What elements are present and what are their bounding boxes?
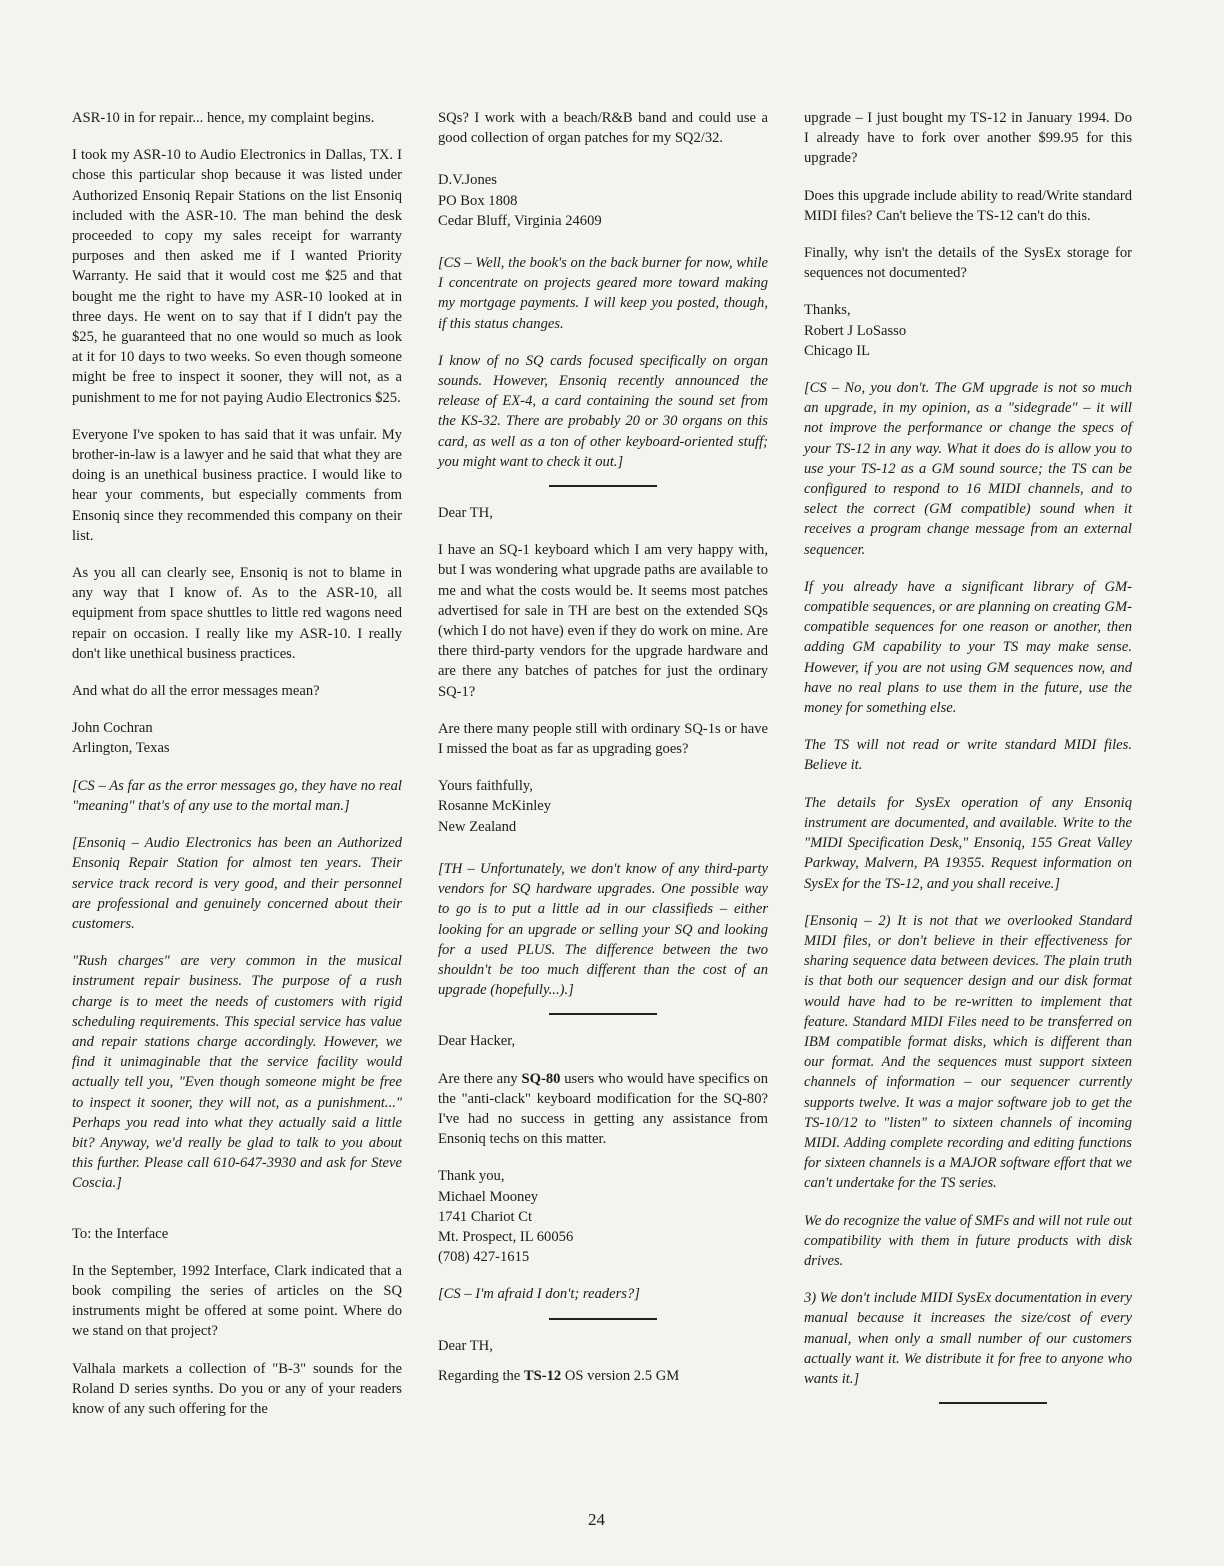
letter-paragraph: In the September, 1992 Interface, Clark indicated that a book compiling the series of articles on the SQ instruments might be offered at some point. Where do we stand on that project?: [72, 1262, 402, 1340]
editor-response: I know of no SQ cards focused specifically on organ sounds. However, Ensoniq recently announced the release of EX-4, a card containing the sound set from the KS-32. There are probably 20 or 30 organs on this card, as well as a ton of other keyboard-oriented stuff; you might want to check it out.]: [438, 352, 768, 470]
product-name: TS-12: [523, 1367, 562, 1384]
section-divider: [939, 1402, 1047, 1404]
letter-paragraph: SQs? I work with a beach/R&B band and could use a good collection of organ patches for my SQ2/32.: [438, 110, 768, 147]
manufacturer-response: [Ensoniq – 2) It is not that we overlooked Standard MIDI files, or don't believe in their effectiveness for sharing sequence data between devices. The plain truth is that both our sequencer design and our disk format would have had to be re-written to implement that feature. Standard MIDI Files need to be transferred on IBM compatible format disks, which is different than our format. And the sequences must support sixteen channels of information – our sequencer currently supports twelve. It was a major software job to get the TS-10/12 to "listen" to sixteen channels of incoming MIDI. Adding complete recording and editing functions for sixteen channels is a MAJOR software effort that we can't undertake for the TS series.: [804, 912, 1132, 1192]
editor-response: [TH – Unfortunately, we don't know of any third-party vendors for SQ hardware upgrades. One possible way to go is to put a little ad in our classifieds – either looking for an upgrade or selling your SQ and looking for a used PLUS. The difference between the two shouldn't be too much different than the cost of an upgrade (hopefully...).]: [438, 860, 768, 999]
column-middle: [438, 108, 768, 1403]
manufacturer-response: 3) We don't include MIDI SysEx documentation in every manual because it increases the size/cost of every manual, when only a small number of our customers actually want it. We distribute it for free to anyone who wants it.]: [804, 1290, 1132, 1387]
manufacturer-response: We do recognize the value of SMFs and will not rule out compatibility with them in future products with disk drives.: [804, 1212, 1132, 1269]
letter-paragraph: I took my ASR-10 to Audio Electronics in Dallas, TX. I chose this particular shop because it was listed under Authorized Ensoniq Repair Stations on the list Ensoniq included with the ASR-10. The man behind the desk proceeded to copy my sales receipt for warranty purposes and then asked me if I wanted Priority Warranty. He said that it would cost me $25 and that bought me the right to have my ASR-10 looked at in three days. He went on to say that if I didn't pay the $25, he guaranteed that no one would so much as look at it for 10 days to two weeks. So even though someone might be free to inspect it sooner, they will not, as a punishment to me for not paying Audio Electronics $25.: [72, 147, 402, 406]
letter-salutation: To: the Interface: [72, 1225, 169, 1242]
signature-phone: (708) 427-1615: [438, 1249, 530, 1266]
editor-response: The details for SysEx operation of any Ensoniq instrument are documented, and available. Write to the "MIDI Specification Desk," Ensoniq, 155 Great Valley Parkway, Malvern, PA 19355. Request information on SysEx for the TS-12, and you shall receive.]: [804, 794, 1132, 892]
letter-paragraph: [438, 1366, 768, 1386]
section-divider: [549, 485, 657, 487]
signature: [438, 170, 768, 231]
editor-response: [CS – No, you don't. The GM upgrade is not so much an upgrade, in my opinion, as a "sidegrade" – it will not improve the performance or change the specs of your TS-12 in any way. What it does do is allow you to use your TS-12 as a GM sound source; the TS can be configured to respond to 16 MIDI channels, and to select the correct (GM compatible) sound when it receives a program change message from an external sequencer.: [804, 380, 1132, 558]
signature-name: D.V.Jones: [438, 172, 497, 189]
letter-paragraph: [438, 1069, 768, 1150]
letter-salutation: Dear TH,: [438, 1337, 493, 1354]
editor-response: "Rush charges" are very common in the musical instrument repair business. The purpose of a rush charge is to meet the needs of customers with rigid scheduling requirements. This special service has value and repair stations charge accordingly. However, we find it unimaginable that the service facility would actually tell you, "Even though someone might be free to inspect it sooner, they will not, as a punishment..." Perhaps you read into what they actually said a little bit? Anyway, we'd really be glad to talk to you about this further. Please call 610-647-3930 and ask for Steve Coscia.]: [72, 953, 402, 1192]
letter-paragraph: Are there many people still with ordinary SQ-1s or have I missed the boat as far as upgrading goes?: [438, 720, 768, 758]
signature-address: 1741 Chariot Ct: [438, 1208, 533, 1225]
signature-name: Michael Mooney: [438, 1188, 539, 1205]
letter-paragraph: Finally, why isn't the details of the SysEx storage for sequences not documented?: [804, 245, 1132, 282]
letter-paragraph: Does this upgrade include ability to read/Write standard MIDI files? Can't believe the TS-12 can't do this.: [804, 187, 1132, 224]
letter-salutation: Dear TH,: [438, 505, 493, 522]
signature-location: New Zealand: [438, 818, 517, 835]
letter-paragraph: I have an SQ-1 keyboard which I am very happy with, but I was wondering what upgrade paths are available to me and what the costs would be. It seems most patches advertised for sale in TH are best on the extended SQs (which I do not have) even if they do work on mine. Are there third-party vendors for the upgrade hardware and are there any batches of patches for just the ordinary SQ-1?: [438, 542, 768, 700]
editor-response: If you already have a significant library of GM-compatible sequences, or are planning on creating GM-compatible sequences for one reason or another, then adding GM capability to your TS may make sense. However, if you are not using GM sequences now, and have no real plans to use them in the future, use the money for something else.: [804, 578, 1132, 717]
signature: [438, 776, 768, 837]
signature-name: Robert J LoSasso: [804, 322, 907, 339]
signature-closing: Yours faithfully,: [438, 778, 533, 795]
letter-paragraph: Everyone I've spoken to has said that it was unfair. My brother-in-law is a lawyer and he said that what they are doing is an unethical business practice. I would like to hear your comments, but especially comments from Ensoniq since they recommended this company on their list.: [72, 426, 402, 544]
column-left: [72, 108, 402, 1436]
signature-closing: Thank you,: [438, 1168, 505, 1185]
editor-response: [Ensoniq – Audio Electronics has been an Authorized Ensoniq Repair Station for almost ten years. Their service track record is very good, and their personnel are professional and genuinely concerned about their customers.: [72, 835, 402, 932]
letter-paragraph: upgrade – I just bought my TS-12 in January 1994. Do I already have to fork over another $99.95 for this upgrade?: [804, 110, 1132, 167]
editor-response: [CS – Well, the book's on the back burner for now, while I concentrate on projects geared more toward making my mortgage payments. I will keep you posted, though, if this status changes.: [438, 255, 768, 332]
column-right: [804, 108, 1132, 1420]
text-run: Regarding the: [438, 1367, 524, 1384]
editor-response: [CS – I'm afraid I don't; readers?]: [438, 1286, 640, 1303]
signature-location: Mt. Prospect, IL 60056: [438, 1228, 574, 1245]
signature-closing: Thanks,: [804, 302, 851, 319]
letter-paragraph: ASR-10 in for repair... hence, my complaint begins.: [72, 110, 375, 126]
editor-response: The TS will not read or write standard MIDI files. Believe it.: [804, 737, 1132, 774]
text-run: OS version 2.5 GM: [561, 1367, 680, 1384]
letter-paragraph: Valhala markets a collection of "B-3" sounds for the Roland D series synths. Do you or any of your readers know of any such offering for the: [72, 1360, 402, 1417]
letter-paragraph: And what do all the error messages mean?: [72, 683, 320, 700]
section-divider: [549, 1013, 657, 1015]
signature: [72, 718, 402, 758]
signature-address: PO Box 1808: [438, 192, 518, 209]
signature-location: Cedar Bluff, Virginia 24609: [438, 212, 602, 229]
section-divider: [549, 1318, 657, 1320]
signature: [804, 300, 1132, 361]
text-run: Are there any: [438, 1070, 522, 1087]
letter-salutation: Dear Hacker,: [438, 1033, 516, 1050]
editor-response: [CS – As far as the error messages go, they have no real "meaning" that's of any use to the mortal man.]: [72, 777, 402, 814]
product-name: SQ-80: [521, 1070, 561, 1087]
signature-name: John Cochran: [72, 720, 153, 737]
page-number: 24: [588, 1510, 605, 1529]
signature-location: Arlington, Texas: [72, 740, 170, 757]
signature: [438, 1166, 768, 1267]
signature-location: Chicago IL: [804, 342, 871, 359]
text-run: users who would have specifics on the "anti-clack" keyboard modification for the SQ-80? I've had no success in getting any assistance from Ensoniq techs on this matter.: [438, 1070, 768, 1148]
letter-paragraph: As you all can clearly see, Ensoniq is not to blame in any way that I know of. As to the ASR-10, all equipment from space shuttles to little red wagons need repair on occasion. I really like my ASR-10. I really don't like unethical business practices.: [72, 565, 402, 662]
signature-name: Rosanne McKinley: [438, 798, 552, 815]
